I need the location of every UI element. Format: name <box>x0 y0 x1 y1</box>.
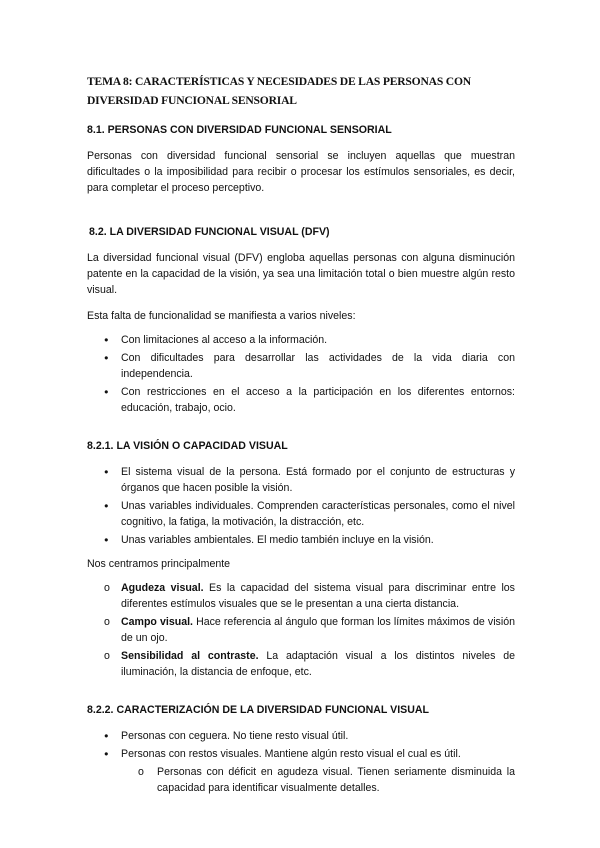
paragraph-8-2-1-intro: Nos centramos principalmente <box>87 558 231 570</box>
paragraph-8-1: Personas con diversidad funcional sensorial se incluyen aquellas que muestran dificultades o la imposibilidad para recibir o procesar los estímulos sensoriales, es decir, para completar el proceso perceptivo. <box>87 150 515 194</box>
list-item <box>87 648 515 680</box>
document-content <box>87 72 515 796</box>
list-item: ● Unas variables individuales. Comprenden características personales, como el nivel cognitivo, la fatiga, la motivación, la distracción, etc. <box>87 498 515 530</box>
heading-8-2-2: 8.2.2. CARACTERIZACIÓN DE LA DIVERSIDAD FUNCIONAL VISUAL <box>87 704 429 716</box>
list-item <box>87 614 515 646</box>
paragraph-8-2-intro: Esta falta de funcionalidad se manifiesta a varios niveles: <box>87 310 356 322</box>
heading-8-2-1: 8.2.1. LA VISIÓN O CAPACIDAD VISUAL <box>87 440 288 452</box>
term-description: Es la capacidad del sistema visual para discriminar entre los diferentes estímulos visuales que se le presentan a una cierta distancia. <box>121 582 515 610</box>
term-label: Sensibilidad al contraste. <box>121 650 259 662</box>
list-8-2-1 <box>87 464 515 548</box>
term-label: Agudeza visual. <box>121 582 204 594</box>
heading-8-2: 8.2. LA DIVERSIDAD FUNCIONAL VISUAL (DFV) <box>89 226 330 238</box>
sublist-8-2-2 <box>123 764 515 796</box>
list-item: ● Con restricciones en el acceso a la participación en los diferentes entornos: educación, trabajo, ocio. <box>87 384 515 416</box>
sublist-8-2-1 <box>87 580 515 680</box>
term-description: Hace referencia al ángulo que forman los límites máximos de visión de un ojo. <box>121 616 515 644</box>
list-item: ● Personas con ceguera. No tiene resto visual útil. <box>87 728 515 744</box>
list-item: o Personas con déficit en agudeza visual. Tienen seriamente disminuida la capacidad para identificar visualmente detalles. <box>123 764 515 796</box>
list-item: ● Con limitaciones al acceso a la información. <box>87 332 515 348</box>
list-8-2-2 <box>87 728 515 762</box>
list-item <box>87 580 515 612</box>
term-label: Campo visual. <box>121 616 193 628</box>
term-description: La adaptación visual a los distintos niveles de iluminación, la distancia de enfoque, etc. <box>121 650 515 678</box>
list-item: ● Personas con restos visuales. Mantiene algún resto visual el cual es útil. <box>87 746 515 762</box>
list-item: ● Con dificultades para desarrollar las actividades de la vida diaria con independencia. <box>87 350 515 382</box>
paragraph-8-2: La diversidad funcional visual (DFV) engloba aquellas personas con alguna disminución patente en la capacidad de la visión, ya sea una limitación total o bien muestre algún resto visual. <box>87 252 515 296</box>
heading-8-1: 8.1. PERSONAS CON DIVERSIDAD FUNCIONAL SENSORIAL <box>87 124 392 136</box>
list-8-2 <box>87 332 515 416</box>
document-title: TEMA 8: CARACTERÍSTICAS Y NECESIDADES DE LAS PERSONAS CON DIVERSIDAD FUNCIONAL SENSORIAL <box>87 75 471 107</box>
list-item: ● El sistema visual de la persona. Está formado por el conjunto de estructuras y órganos que hacen posible la visión. <box>87 464 515 496</box>
list-item: ● Unas variables ambientales. El medio también incluye en la visión. <box>87 532 515 548</box>
